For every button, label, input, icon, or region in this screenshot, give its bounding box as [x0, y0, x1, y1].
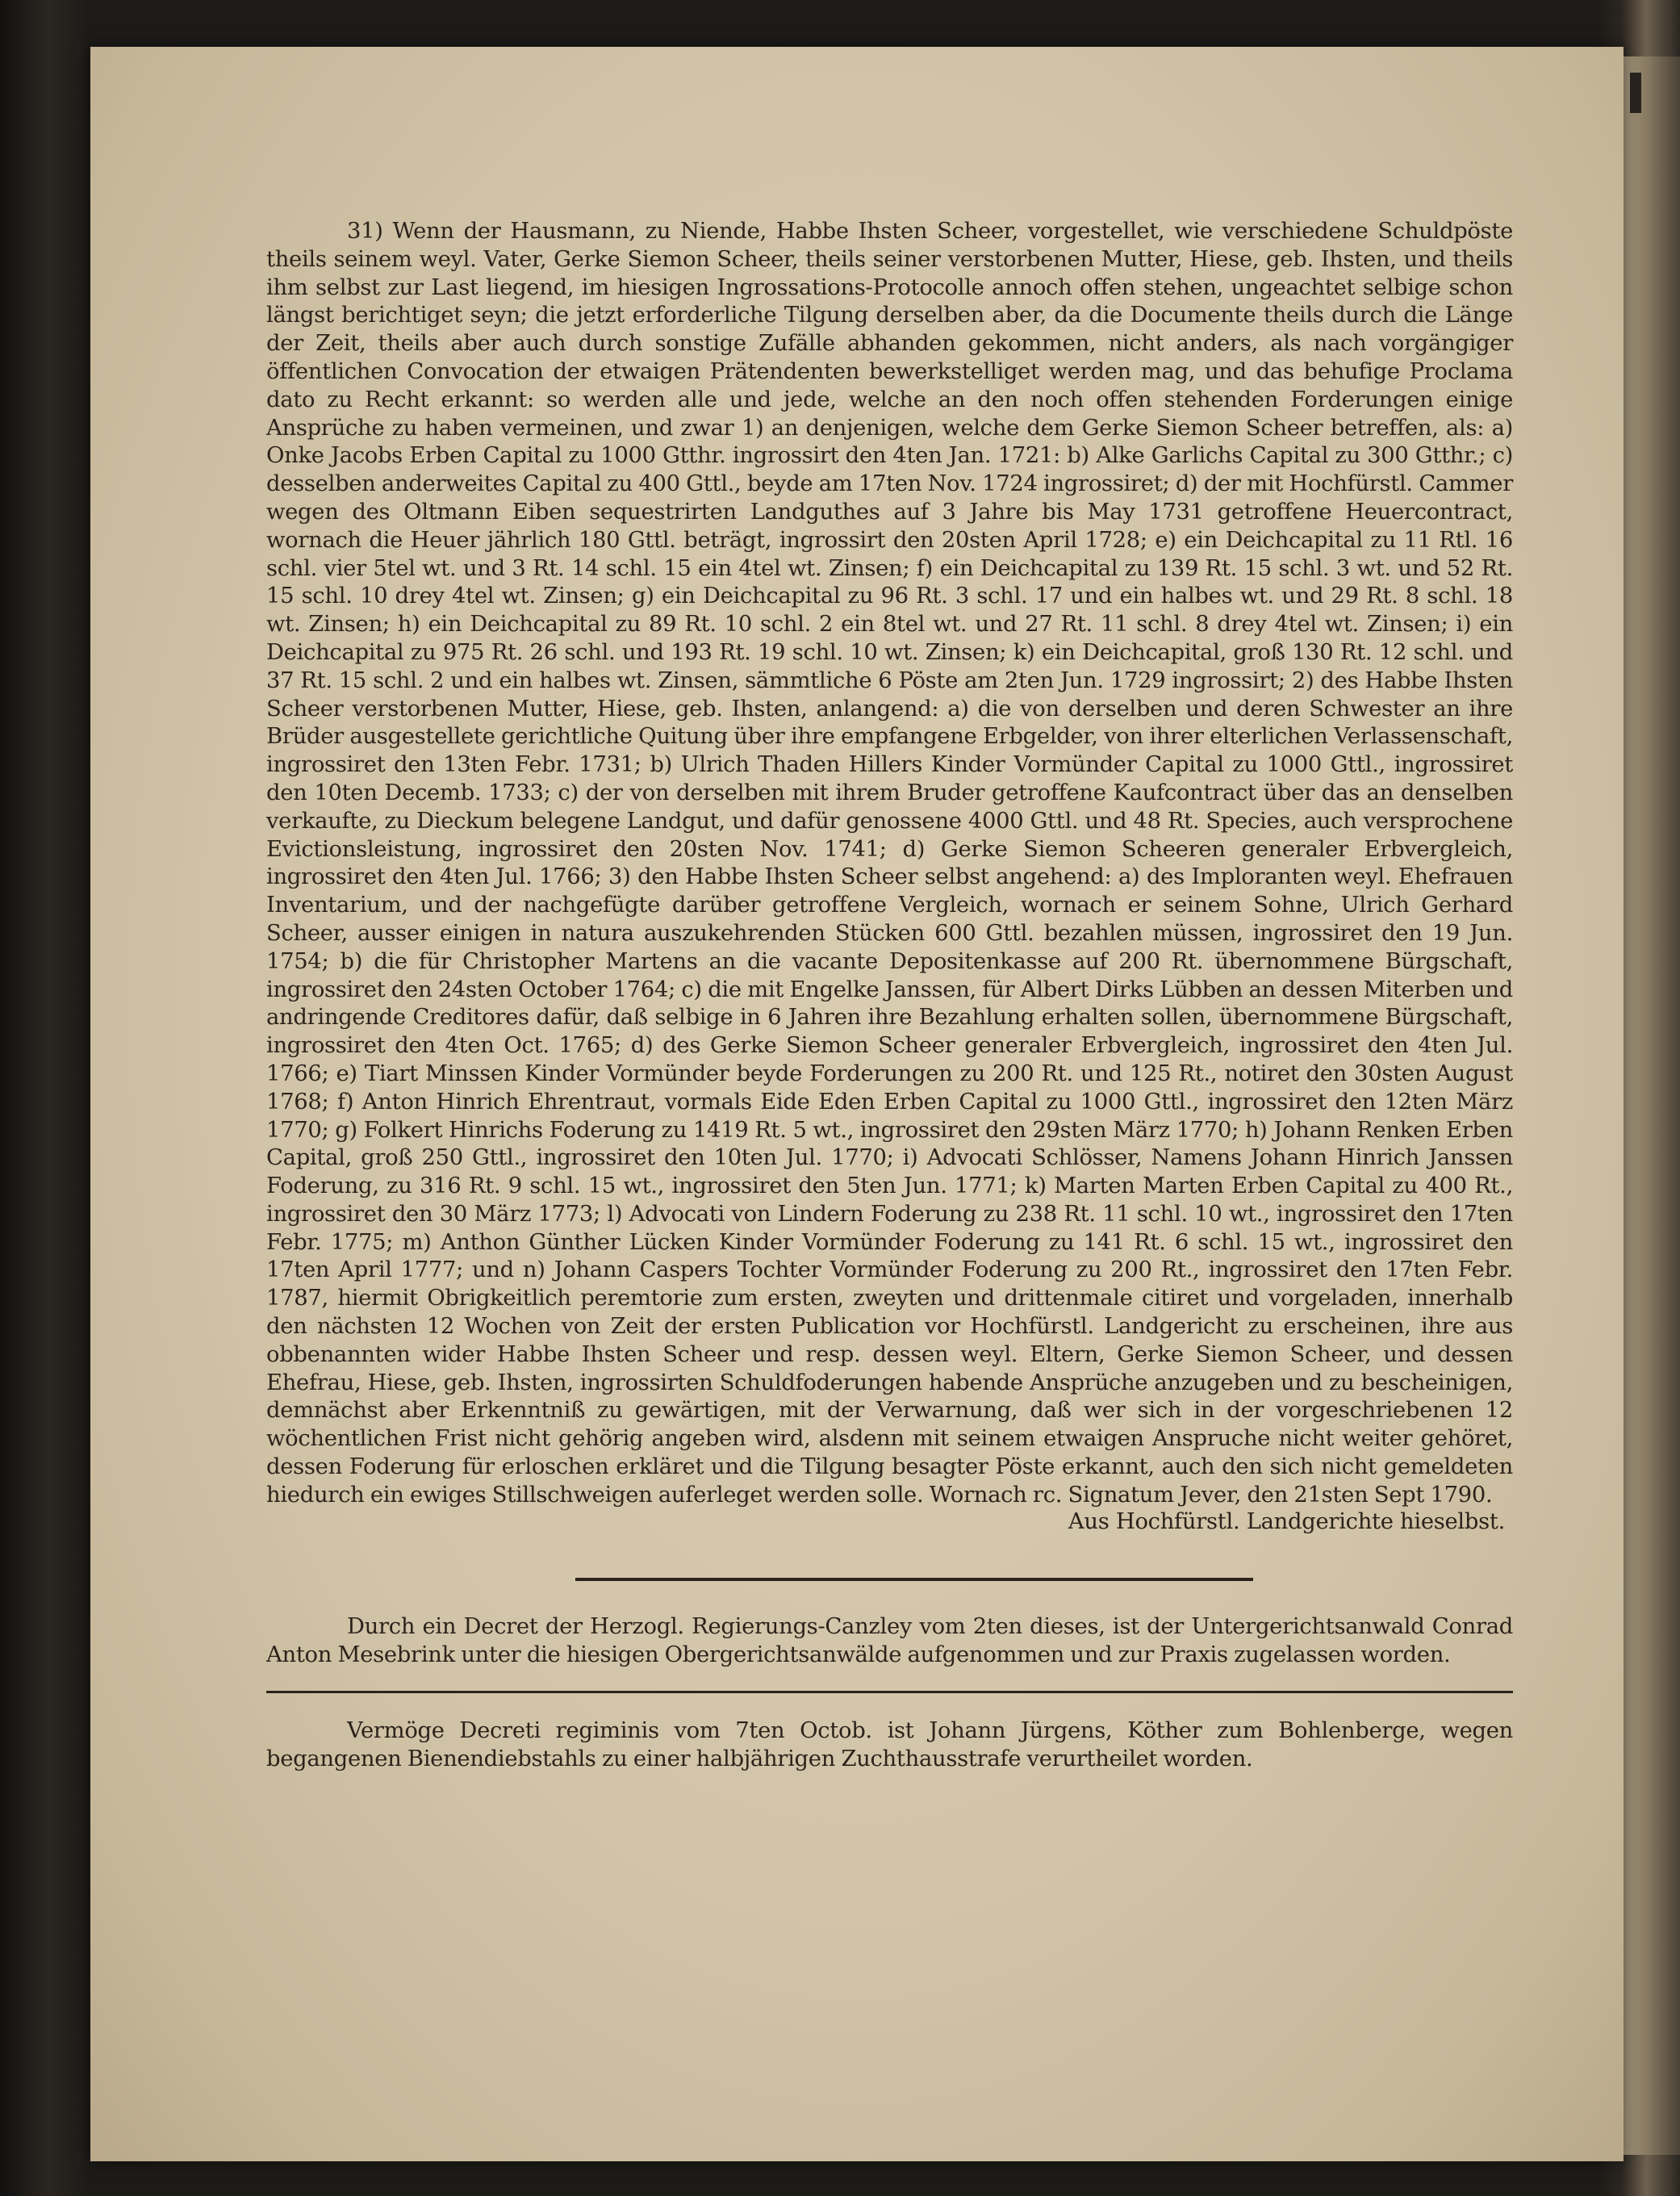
- decret-paragraph: Durch ein Decret der Herzogl. Regierungs-Canzley vom 2ten dieses, ist der Untergerichtsanwald Conrad Anton Mesebrink unter die hiesigen Obergerichtsanwälde aufgenommen und zur Praxis zugelassen worden.: [266, 1614, 1513, 1668]
- vermoege-paragraph: Vermöge Decreti regiminis vom 7ten Octob. ist Johann Jürgens, Köther zum Bohlenberge, wegen begangenen Bienendiebstahls zu einer halbjährigen Zuchthausstrafe verurtheilet worden.: [266, 1718, 1513, 1771]
- notice-31-paragraph: 31) Wenn der Hausmann, zu Niende, Habbe Ihsten Scheer, vorgestellet, wie verschiedene Schuldpöste theils seinem weyl. Vater, Gerke Siemon Scheer, theils seiner verstorbenen Mutter, Hiese, geb. Ihsten, und theils ihm selbst zur Last liegend, im hiesigen Ingrossations-Protocolle annoch offen stehen, ungeachtet selbige schon längst berichtiget seyn; die jetzt erforderliche Tilgung derselben aber, da die Documente theils durch die Länge der Zeit, theils aber auch durch sonstige Zufälle abhanden gekommen, nicht anders, als nach vorgängiger öffentlichen Convocation der etwaigen Prätendenten bewerkstelliget werden mag, und das behufige Proclama dato zu Recht erkannt: so werden alle und jede, welche an den noch offen stehenden Forderungen einige Ansprüche zu haben vermeinen, und zwar 1) an denjenigen, welche dem Gerke Siemon Scheer betreffen, als: a) Onke Jacobs Erben Capital zu 1000 Gtthr. ingrossirt den 4ten Jan. 1721: b) Alke Garlichs Capital zu 300 Gtthr.; c) desselben anderweites Capital zu 400 Gttl., beyde am 17ten Nov. 1724 ingrossiret; d) der mit Hochfürstl. Cammer wegen des Oltmann Eiben sequestrirten Landguthes auf 3 Jahre bis May 1731 getroffene Heuercontract, wornach die Heuer jährlich 180 Gttl. beträgt, ingrossirt den 20sten April 1728; e) ein Deichcapital zu 11 Rtl. 16 schl. vier 5tel wt. und 3 Rt. 14 schl. 15 ein 4tel wt. Zinsen; f) ein Deichcapital zu 139 Rt. 15 schl. 3 wt. und 52 Rt. 15 schl. 10 drey 4tel wt. Zinsen; g) ein Deichcapital zu 96 Rt. 3 schl. 17 und ein halbes wt. und 29 Rt. 8 schl. 18 wt. Zinsen; h) ein Deichcapital zu 89 Rt. 10 schl. 2 ein 8tel wt. und 27 Rt. 11 schl. 8 drey 4tel wt. Zinsen; i) ein Deichcapital zu 975 Rt. 26 schl. und 193 Rt. 19 schl. 10 wt. Zinsen; k) ein Deichcapital, groß 130 Rt. 12 schl. und 37 Rt. 15 schl. 2 und ein halbes wt. Zinsen, sämmtliche 6 Pöste am 2ten Jun. 1729 ingrossirt; 2) des Habbe Ihsten Scheer verstorbenen Mutter, Hiese, geb. Ihsten, anlangend: a) die von derselben und deren Schwester an ihre Brüder ausgestellete gerichtliche Quitung über ihre empfangene Erbgelder, von ihrer elterlichen Verlassenschaft, ingrossiret den 13ten Febr. 1731; b) Ulrich Thaden Hillers Kinder Vormünder Capital zu 1000 Gttl., ingrossiret den 10ten Decemb. 1733; c) der von derselben mit ihrem Bruder getroffene Kaufcontract über das an denselben verkaufte, zu Dieckum belegene Landgut, und dafür genossene 4000 Gttl. und 48 Rt. Species, auch versprochene Evictionsleistung, ingrossiret den 20sten Nov. 1741; d) Gerke Siemon Scheeren generaler Erbvergleich, ingrossiret den 4ten Jul. 1766; 3) den Habbe Ihsten Scheer selbst angehend: a) des Imploranten weyl. Ehefrauen Inventarium, und der nachgefügte darüber getroffene Vergleich, wornach er seinem Sohne, Ulrich Gerhard Scheer, ausser einigen in natura auszukehrenden Stücken 600 Gttl. bezahlen müssen, ingrossiret den 19 Jun. 1754; b) die für Christopher Martens an die vacante Depositenkasse auf 200 Rt. übernommene Bürgschaft, ingrossiret den 24sten October 1764; c) die mit Engelke Janssen, für Albert Dirks Lübben an dessen Miterben und andringende Creditores dafür, daß selbige in 6 Jahren ihre Bezahlung erhalten sollen, übernommene Bürgschaft, ingrossiret den 4ten Oct. 1765; d) des Gerke Siemon Scheer generaler Erbvergleich, ingrossiret den 4ten Jul. 1766; e) Tiart Minssen Kinder Vormünder beyde Forderungen zu 200 Rt. und 125 Rt., notiret den 30sten August 1768; f) Anton Hinrich Ehrentraut, vormals Eide Eden Erben Capital zu 1000 Gttl., ingrossiret den 12ten März 1770; g) Folkert Hinrichs Foderung zu 1419 Rt. 5 wt., ingrossiret den 29sten März 1770; h) Johann Renken Erben Capital, groß 250 Gttl., ingrossiret den 10ten Jul. 1770; i) Advocati Schlösser, Namens Johann Hinrich Janssen Foderung, zu 316 Rt. 9 schl. 15 wt., ingrossiret den 5ten Jun. 1771; k) Marten Marten Erben Capital zu 400 Rt., ingrossiret den 30 März 1773; l) Advocati von Lindern Foderung zu 238 Rt. 11 schl. 10 wt., ingrossiret den 17ten Febr. 1775; m) Anthon Günther Lücken Kinder Vormünder Foderung zu 141 Rt. 6 schl. 15 wt., ingrossiret den 17ten April 1777; und n) Johann Caspers Tochter Vormünder Foderung zu 200 Rt., ingrossiret den 17ten Febr. 1787, hiermit Obrigkeitlich peremtorie zum ersten, zweyten und drittenmale citiret und vorgeladen, innerhalb den nächsten 12 Wochen von Zeit der ersten Publication vor Hochfürstl. Landgericht zu erscheinen, ihre aus obbenannten wider Habbe Ihsten Scheer und resp. dessen weyl. Eltern, Gerke Siemon Scheer, und dessen Ehefrau, Hiese, geb. Ihsten, ingrossirten Schuldfoderungen habende Ansprüche anzugeben und zu bescheinigen, demnächst aber Erkenntniß zu gewärtigen, mit der Verwarnung, daß wer sich in der vorgeschriebenen 12 wöchentlichen Frist nicht gehörig angeben wird, alsdenn mit seinem etwaigen Anspruche nicht weiter gehöret, dessen Foderung für erloschen erkläret und die Tilgung besagter Pöste erkannt, auch den sich nicht gemeldeten hiedurch ein ewiges Stillschweigen auferleget werden solle. Wornach rc. Signatum Jever, den 21sten Sept 1790.: [266, 219, 1513, 1508]
- page-text: [266, 218, 1513, 1774]
- signature-row: [266, 1508, 1513, 1537]
- separator-rule-long: [266, 1691, 1513, 1693]
- bookmark-ribbon: [1630, 73, 1641, 113]
- signature-court: Aus Hochfürstl. Landgerichte hieselbst.: [1068, 1508, 1505, 1534]
- separator-rule: [575, 1578, 1253, 1581]
